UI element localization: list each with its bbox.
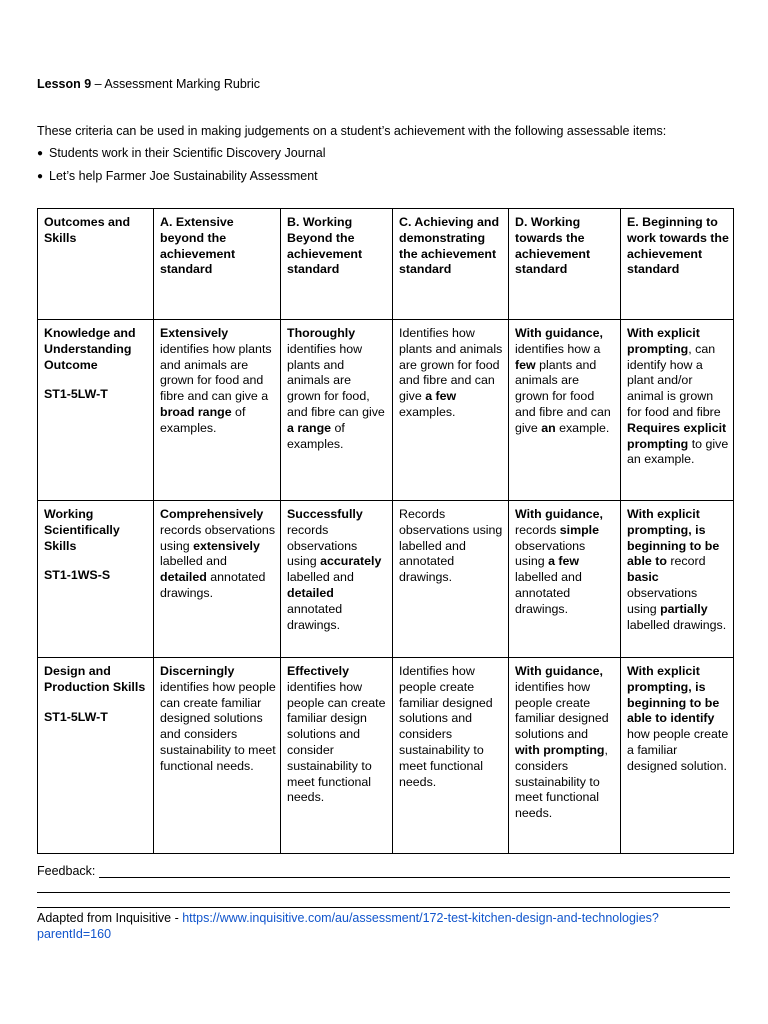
- criterion-cell-c: [393, 501, 509, 658]
- emphasis-text: basic: [627, 570, 659, 585]
- table-row: [38, 501, 734, 658]
- criterion-text: labelled and annotated drawings.: [515, 570, 582, 616]
- feedback-label: Feedback:: [37, 864, 96, 878]
- table-row: [38, 320, 734, 501]
- criterion-cell-b: [281, 320, 393, 501]
- criterion-cell-c: [393, 320, 509, 501]
- outcome-code: ST1-5LW-T: [44, 387, 108, 402]
- header-level-d: D. Working towards the achievement standard: [509, 209, 621, 320]
- attribution-prefix: Adapted from Inquisitive -: [37, 911, 183, 925]
- header-level-a: A. Extensive beyond the achievement standard: [154, 209, 281, 320]
- header-level-e: E. Beginning to work towards the achievement standard: [621, 209, 734, 320]
- outcome-code: ST1-5LW-T: [44, 709, 108, 724]
- lesson-label: Lesson 9: [37, 77, 92, 91]
- criterion-text: , can identify how a plant and/or animal is grown for food and fibre: [627, 341, 721, 419]
- criterion-cell-d: [509, 658, 621, 854]
- emphasis-text: accurately: [320, 554, 382, 569]
- criterion-text: labelled and: [160, 554, 227, 569]
- criterion-text: observations using: [515, 538, 586, 569]
- feedback-rule: [37, 892, 730, 893]
- criterion-cell-e: [621, 658, 734, 854]
- emphasis-text: With guidance,: [515, 326, 603, 340]
- criterion-text: of examples.: [287, 420, 345, 451]
- criterion-text: , considers sustainability to meet functional needs.: [515, 742, 608, 821]
- emphasis-text: an: [541, 420, 556, 435]
- criterion-text: observations using: [627, 585, 698, 616]
- emphasis-text: With guidance,: [515, 664, 603, 678]
- criterion-text: example.: [555, 420, 610, 435]
- criterion-cell-e: [621, 320, 734, 501]
- list-item-text: Students work in their Scientific Discovery Journal: [49, 146, 326, 160]
- criterion-text: records observations using: [287, 522, 358, 569]
- criterion-text: annotated drawings.: [287, 601, 343, 632]
- criterion-text: identifies how a: [515, 341, 601, 356]
- criterion-text: how people create a familiar designed solution.: [627, 727, 729, 773]
- emphasis-text: Extensively: [160, 326, 229, 340]
- outcome-name: Knowledge and Understanding Outcome: [44, 326, 136, 372]
- emphasis-text: With guidance,: [515, 507, 603, 521]
- emphasis-text: detailed: [287, 585, 334, 600]
- criterion-cell-b: [281, 658, 393, 854]
- outcome-name: Working Scientifically Skills: [44, 507, 120, 553]
- emphasis-text: a few: [425, 389, 457, 404]
- emphasis-text: simple: [559, 522, 600, 537]
- criterion-cell-a: [154, 658, 281, 854]
- emphasis-text: With explicit prompting: [627, 326, 700, 356]
- outcome-cell: [38, 658, 154, 854]
- emphasis-text: Thoroughly: [287, 326, 356, 340]
- page-title: [37, 77, 260, 91]
- criterion-cell-b: [281, 501, 393, 658]
- feedback-rule: [99, 877, 730, 878]
- outcome-cell: [38, 320, 154, 501]
- title-text: – Assessment Marking Rubric: [91, 77, 260, 91]
- emphasis-text: detailed: [160, 570, 207, 585]
- rubric-table: [37, 208, 734, 854]
- emphasis-text: Successfully: [287, 507, 363, 521]
- emphasis-text: Effectively: [287, 664, 349, 678]
- emphasis-text: broad range: [160, 404, 232, 419]
- emphasis-text: With explicit prompting, is beginning to be able to: [627, 507, 720, 569]
- bullet-icon: ●: [37, 148, 44, 159]
- header-outcomes: Outcomes and Skills: [38, 209, 154, 320]
- assessable-items-list: [37, 146, 326, 192]
- criterion-text: labelled and: [287, 570, 354, 585]
- emphasis-text: Discerningly: [160, 664, 235, 678]
- criterion-cell-c: [393, 658, 509, 854]
- emphasis-text: a few: [548, 554, 580, 569]
- criterion-cell-d: [509, 501, 621, 658]
- criterion-text: examples.: [399, 404, 456, 419]
- criterion-cell-a: [154, 501, 281, 658]
- feedback-line: [37, 864, 732, 878]
- list-item-text: Let’s help Farmer Joe Sustainability Assessment: [49, 169, 318, 183]
- table-header-row: [38, 209, 734, 320]
- source-link[interactable]: https://www.inquisitive.com/au/assessment/172-test-kitchen-design-and-technologies?parentId=160: [37, 911, 659, 941]
- criterion-text: identifies how people create familiar designed solutions and: [515, 679, 609, 742]
- criterion-text: records: [515, 522, 560, 537]
- criterion-text: annotated drawings.: [160, 570, 266, 600]
- list-item: [37, 169, 326, 192]
- criterion-cell-e: [621, 501, 734, 658]
- list-item: [37, 146, 326, 169]
- outcome-name: Design and Production Skills: [44, 664, 146, 694]
- criterion-text: labelled drawings.: [627, 617, 727, 632]
- emphasis-text: Requires explicit prompting: [627, 420, 727, 451]
- emphasis-text: with prompting: [515, 742, 605, 757]
- emphasis-text: Comprehensively: [160, 507, 264, 521]
- criterion-text: identifies how plants and animals are grown for food, and fibre can give: [287, 341, 385, 419]
- criterion-text: Identifies how plants and animals are grown for food and fibre and can give: [399, 326, 503, 404]
- table-row: [38, 658, 734, 854]
- emphasis-text: a range: [287, 420, 332, 435]
- header-level-b: B. Working Beyond the achievement standard: [281, 209, 393, 320]
- criterion-cell-a: [154, 320, 281, 501]
- criterion-text: records observations using: [160, 522, 276, 553]
- criterion-text: record: [666, 554, 706, 569]
- attribution: [37, 910, 732, 942]
- bullet-icon: ●: [37, 171, 44, 182]
- emphasis-text: few: [515, 357, 536, 372]
- intro-text: These criteria can be used in making judgements on a student’s achievement with the following assessable items:: [37, 124, 667, 138]
- criterion-text: Records observations using labelled and annotated drawings.: [399, 507, 503, 585]
- outcome-cell: [38, 501, 154, 658]
- criterion-text: to give an example.: [627, 436, 729, 467]
- emphasis-text: With explicit prompting, is beginning to be able to identify: [627, 664, 720, 726]
- emphasis-text: extensively: [193, 538, 260, 553]
- criterion-text: identifies how people can create familiar design solutions and consider sustainability to meet functional needs.: [287, 679, 386, 805]
- feedback-rule: [37, 907, 730, 908]
- criterion-text: identifies how plants and animals are grown for food and fibre and can give a: [160, 341, 272, 404]
- header-level-c: C. Achieving and demonstrating the achievement standard: [393, 209, 509, 320]
- criterion-text: of examples.: [160, 404, 246, 435]
- emphasis-text: partially: [660, 601, 708, 616]
- criterion-text: identifies how people can create familiar designed solutions and considers sustainability to meet functional needs.: [160, 679, 276, 773]
- criterion-cell-d: [509, 320, 621, 501]
- criterion-text: plants and animals are grown for food and fibre and can give: [515, 357, 611, 435]
- outcome-code: ST1-1WS-S: [44, 568, 111, 583]
- criterion-text: Identifies how people create familiar designed solutions and considers sustainability to meet functional needs.: [399, 664, 493, 789]
